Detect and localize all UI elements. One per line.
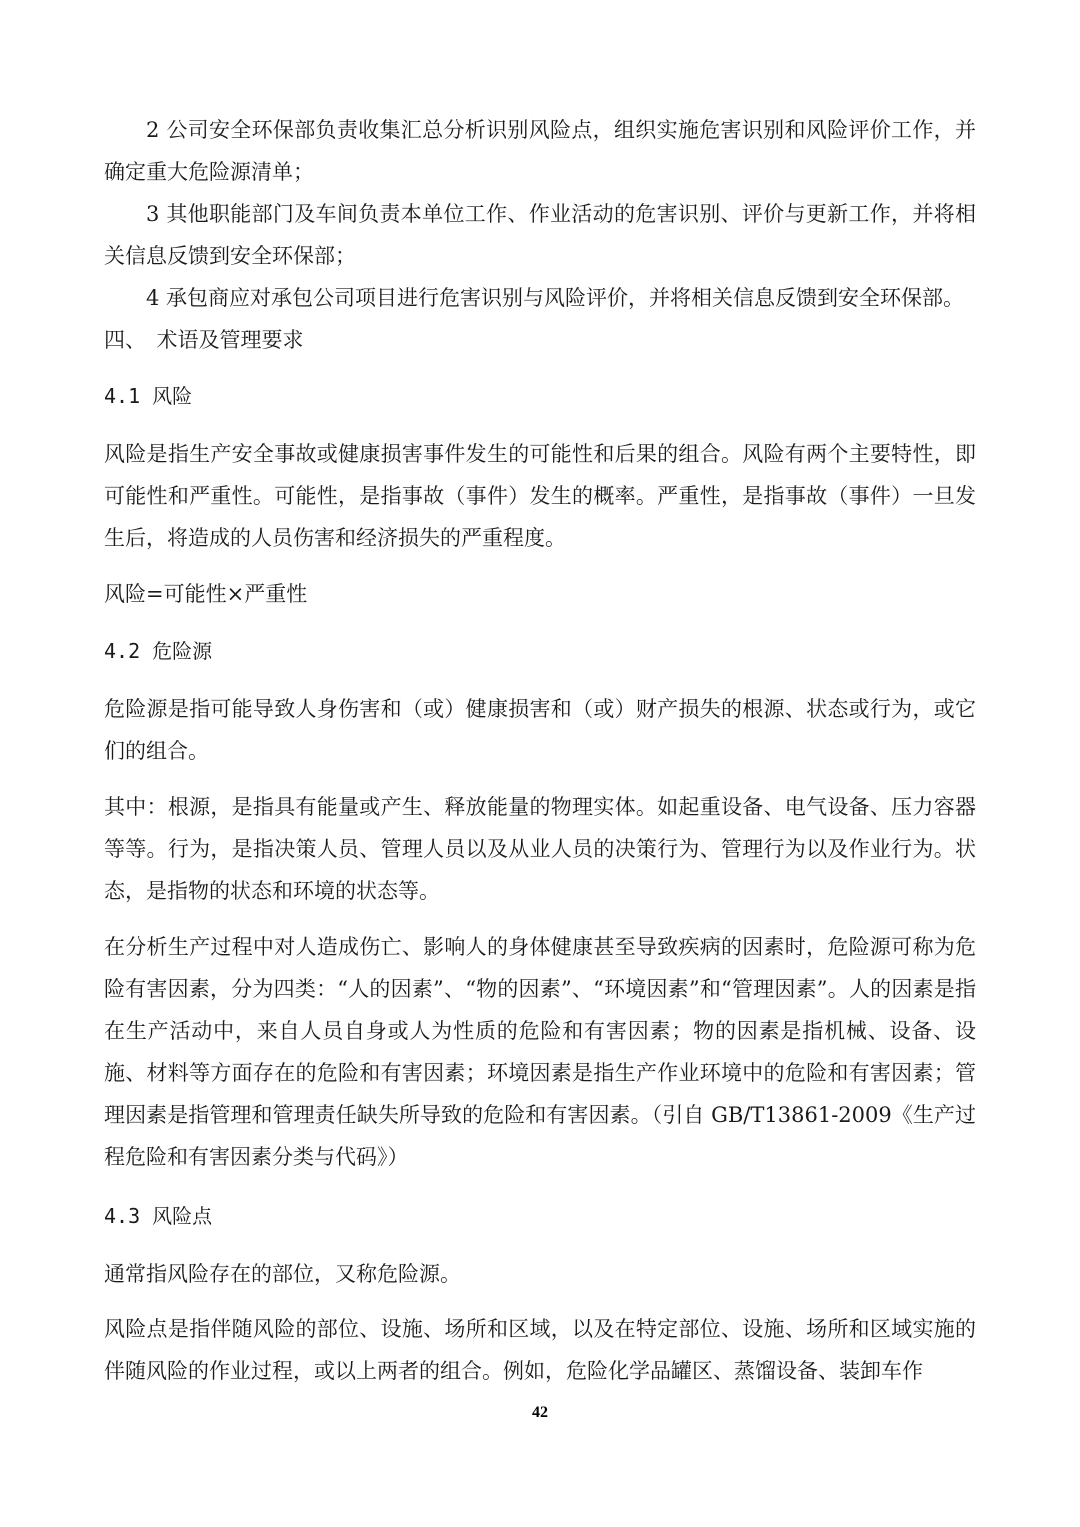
paragraph-riskpoint-short: 通常指风险存在的部位，又称危险源。	[104, 1262, 461, 1286]
paragraph-risk-formula: 风险=可能性×严重性	[104, 582, 308, 606]
paragraph-item-2: 2 公司安全环保部负责收集汇总分析识别风险点，组织实施危害识别和风险评价工作，并确定重大危险源清单；	[104, 118, 976, 184]
paragraph-risk-definition: 风险是指生产安全事故或健康损害事件发生的可能性和后果的组合。风险有两个主要特性，即可能性和严重性。可能性，是指事故（事件）发生的概率。严重性，是指事故（事件）一旦发生后，将造成的人员伤害和经济损失的严重程度。	[104, 442, 976, 550]
paragraph-hazard-detail: 其中：根源，是指具有能量或产生、释放能量的物理实体。如起重设备、电气设备、压力容器等等。行为，是指决策人员、管理人员以及从业人员的决策行为、管理行为以及作业行为。状态，是指物的状态和环境的状态等。	[104, 795, 976, 903]
paragraph-hazard-definition: 危险源是指可能导致人身伤害和（或）健康损害和（或）财产损失的根源、状态或行为，或它们的组合。	[104, 697, 976, 763]
paragraph-item-3: 3 其他职能部门及车间负责本单位工作、作业活动的危害识别、评价与更新工作，并将相关信息反馈到安全环保部；	[104, 202, 976, 268]
paragraph-item-4: 4 承包商应对承包公司项目进行危害识别与风险评价，并将相关信息反馈到安全环保部。	[146, 286, 965, 310]
paragraph-riskpoint-definition: 风险点是指伴随风险的部位、设施、场所和区域，以及在特定部位、设施、场所和区域实施的伴随风险的作业过程，或以上两者的组合。例如，危险化学品罐区、蒸馏设备、装卸车作	[104, 1317, 976, 1383]
subheading-4-2: 4.2 危险源	[104, 639, 213, 663]
subheading-4-3: 4.3 风险点	[104, 1204, 213, 1228]
page-number: 42	[532, 1404, 548, 1421]
paragraph-hazard-factors: 在分析生产过程中对人造成伤亡、影响人的身体健康甚至导致疾病的因素时，危险源可称为危险有害因素，分为四类：“人的因素”、“物的因素”、“环境因素”和“管理因素”。人的因素是指在生产活动中，来自人员自身或人为性质的危险和有害因素；物的因素是指机械、设备、设施、材料等方面存在的危险和有害因素；环境因素是指生产作业环境中的危险和有害因素；管理因素是指管理和管理责任缺失所导致的危险和有害因素。（引自 GB/T13861-2009《生产过程危险和有害因素分类与代码》）	[104, 935, 976, 1169]
subheading-4-1: 4.1 风险	[104, 384, 193, 408]
section-heading-4: 四、 术语及管理要求	[104, 328, 304, 352]
responsibility-list	[104, 109, 976, 361]
